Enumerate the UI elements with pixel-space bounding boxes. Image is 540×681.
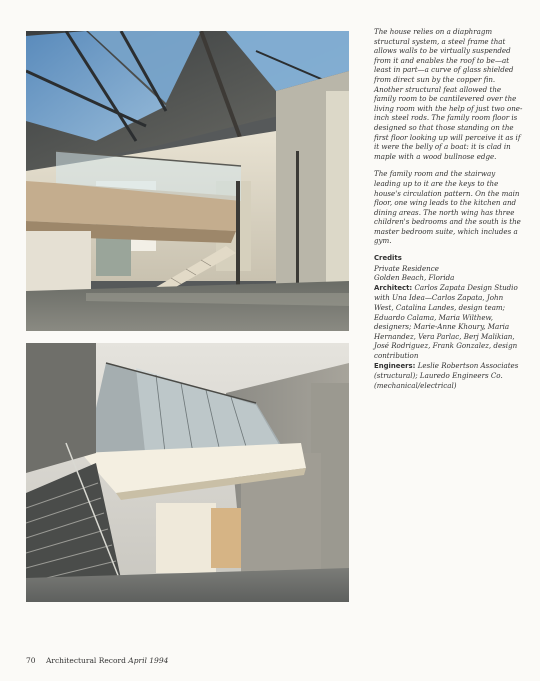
engineers-label: Engineers: [374,361,416,370]
credits-block [374,254,524,390]
architect-label: Architect: [374,283,413,292]
page-footer [26,656,168,665]
photo-stair-cantilever [26,343,349,602]
issue-date: April 1994 [128,656,169,665]
photo-interior-glass-roof [26,31,349,331]
article-text-column [374,27,524,390]
publication-name: Architectural Record [45,656,126,665]
body-paragraph: The house relies on a diaphragm structural system, a steel frame that allows walls to be virtually suspended from it and enables the roof to be—at least in part—a curve of glass shielded from direct sun by the copper fin. Another structural feat allowed the family room to be cantilevered over the living room with the help of just two one-inch steel rods. The family room floor is designed so that those standing on the first floor looking up will perceive it as if it were the belly of a boat: it is clad in maple with a wood bullnose edge. [374,27,523,161]
credits-location: Golden Beach, Florida [374,273,455,283]
architect-credit: Carlos Zapata Design Studio with Una Idea—Carlos Zapata, John West, Catalina Landes, design team; Eduardo Calama, Maria Wilthew, designers; Marie-Anne Khoury, Maria Hernandez, Vera Parlac, Berj Malikian, José Rodriguez, Frank Gonzalez, design contribution [374,282,518,360]
page-number: 70 [26,656,36,665]
credits-project: Private Residence [374,263,439,273]
credits-heading: Credits [374,254,402,263]
body-paragraph: The family room and the stairway leading up to it are the keys to the house's circulation pattern. On the main floor, one wing leads to the kitchen and dining areas. The north wing has three children's bedrooms and the south is the master bedroom suite, which includes a gym. [374,169,521,246]
engineers-credit: Leslie Robertson Associates (structural); Lauredo Engineers Co. (mechanical/electrical) [374,360,519,390]
